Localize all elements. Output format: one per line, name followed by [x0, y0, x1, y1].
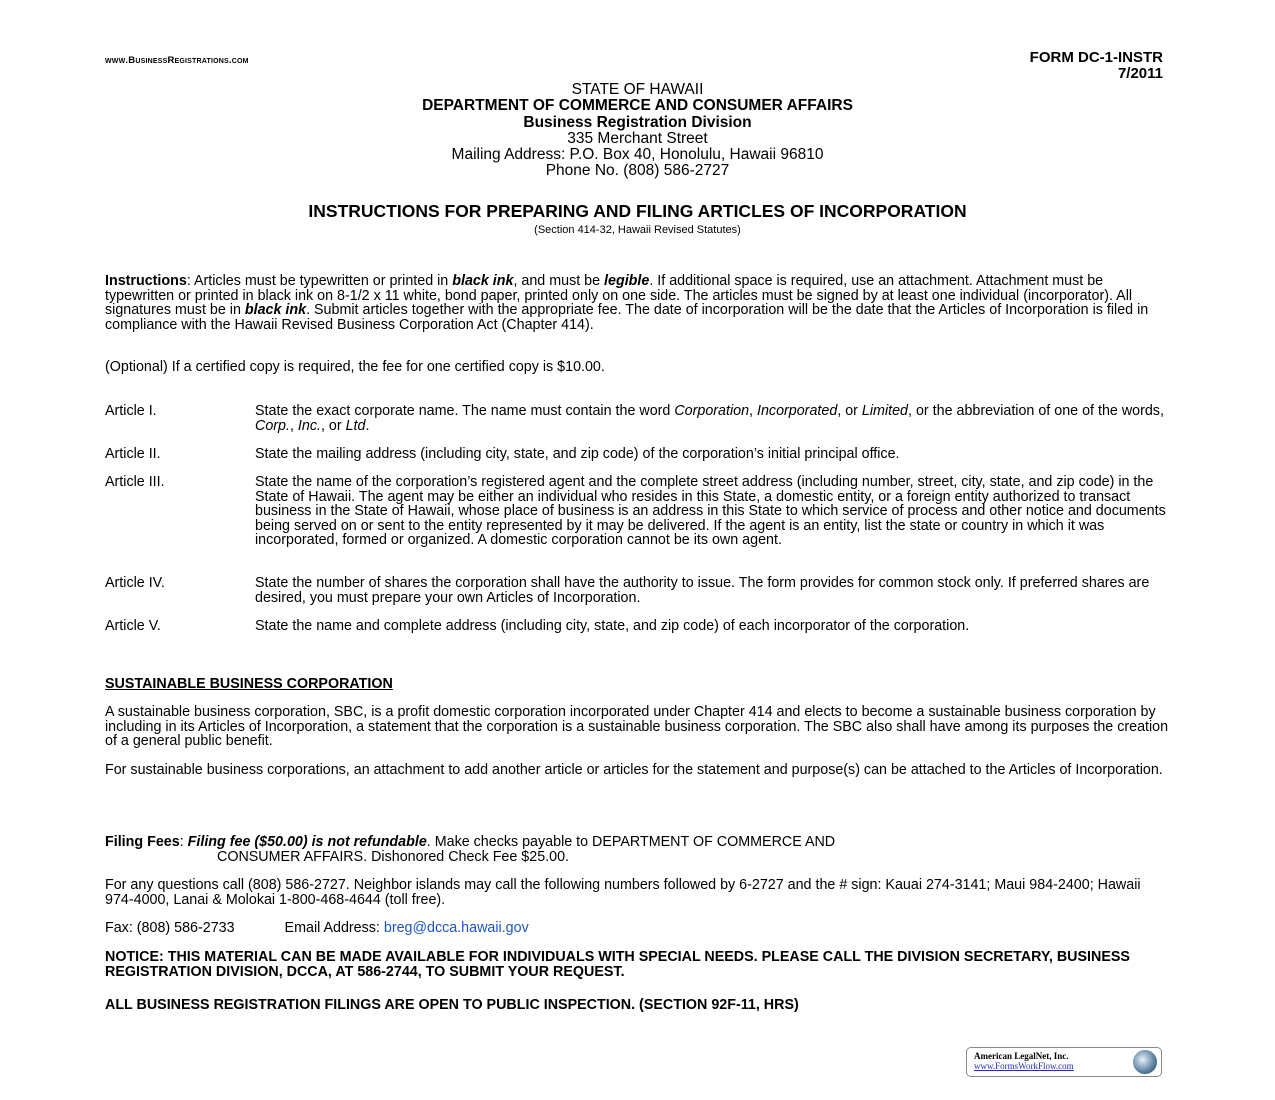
article-text: State the name of the corporation’s registered agent and the complete street address (including number, street, city, state, and zip code) in the State of Hawaii. The agent may be either an individual who resides in this State, a domestic entity, or a foreign entity authorized to transact business in the State of Hawaii, whose place of business is an address in this State to which service of process and other notice and documents being served on or sent to the entity represented by it may be delivered. If the agent is an entity, list the state or country in which it was incorporated, formed or organized. A domestic corporation cannot be its own agent.: [255, 474, 1166, 548]
sbc-heading: SUSTAINABLE BUSINESS CORPORATION: [105, 676, 393, 692]
article-text: [255, 404, 1170, 433]
optional-note: (Optional) If a certified copy is required, the fee for one certified copy is $10.00.: [105, 359, 605, 375]
text-segment: .: [365, 417, 370, 434]
text: . If additional space is required, use an attachment. Attachment must be typewritten or printed in black ink on 8-1/2 x 11 white, bond paper, printed only on one side. The articles must be signed by at least one individual (incorporator). All signatures must be in: [105, 273, 1133, 318]
text-segment: . Make checks payable to DEPARTMENT OF COMMERCE AND: [426, 834, 836, 850]
emphasis: black ink: [244, 302, 307, 318]
fees-label: Filing Fees: [105, 834, 180, 850]
article-4: [105, 576, 1170, 605]
text-segment: Ltd: [345, 417, 366, 434]
text-segment: , or: [320, 417, 346, 434]
text-segment: Limited: [861, 403, 909, 419]
text-segment: ,: [749, 403, 757, 419]
text: , and must be: [513, 273, 605, 289]
phone-number: Phone No. (808) 586-2727: [545, 162, 730, 180]
notice: NOTICE: THIS MATERIAL CAN BE MADE AVAILABLE FOR INDIVIDUALS WITH SPECIAL NEEDS. PLEASE CALL THE DIVISION SECRETARY, BUSINESS REGISTRATION DIVISION, DCCA, AT 586-2744, TO SUBMIT YOUR REQUEST.: [105, 949, 1130, 980]
globe-icon: [1133, 1050, 1157, 1074]
american-legalnet-logo[interactable]: [966, 1047, 1162, 1077]
form-date: 7/2011: [1117, 65, 1163, 82]
agency-header: [0, 82, 1275, 180]
fax-number: Fax: (808) 586-2733: [105, 920, 235, 936]
article-label: Article V.: [105, 618, 161, 634]
emphasis: black ink: [452, 273, 514, 289]
emphasis: legible: [604, 273, 650, 289]
contact-line: [105, 921, 1170, 936]
logo-url[interactable]: www.FormsWorkFlow.com: [974, 1061, 1074, 1071]
form-id: [1030, 50, 1163, 82]
text-segment: Incorporated: [757, 403, 838, 419]
article-5: [105, 619, 1170, 634]
division-name: Business Registration Division: [523, 113, 752, 131]
article-text: State the name and complete address (including city, state, and zip code) of each incorporator of the corporation.: [255, 618, 970, 634]
text-segment: Corporation: [674, 403, 750, 419]
filing-fees: [105, 835, 1170, 864]
article-label: Article III.: [105, 474, 165, 490]
article-text: State the number of shares the corporation shall have the authority to issue. The form provides for common stock only. If preferred shares are desired, you must prepare your own Articles of Incorporation.: [255, 575, 1150, 606]
instructions-label: Instructions: [105, 273, 187, 289]
email-link[interactable]: breg@dcca.hawaii.gov: [383, 920, 529, 936]
text-segment: Corp.: [255, 417, 290, 434]
text-segment: , or the abbreviation of one of the words,: [908, 403, 1164, 419]
text-segment: State the exact corporate name. The name must contain the word: [255, 403, 675, 419]
sbc-paragraph-2: For sustainable business corporations, an attachment to add another article or articles for the statement and purpose(s) can be attached to the Articles of Incorporation.: [105, 762, 1163, 778]
document-title: INSTRUCTIONS FOR PREPARING AND FILING ARTICLES OF INCORPORATION: [308, 201, 967, 221]
text: : Articles must be typewritten or printed in: [186, 273, 453, 289]
text: . Submit articles together with the appropriate fee. The date of incorporation will be the date that the Articles of Incorporation is filed in compliance with the Hawaii Revised Business Corporation Act (Chapter 414).: [105, 302, 1149, 333]
article-1: [105, 404, 1170, 433]
article-2: [105, 447, 1170, 462]
instructions-paragraph: [105, 274, 1170, 332]
email-label: Email Address:: [284, 920, 384, 936]
form-number: FORM DC-1-INSTR: [1029, 49, 1163, 66]
article-label: Article IV.: [105, 575, 165, 591]
state-name: STATE OF HAWAII: [571, 81, 704, 98]
sbc-paragraph-1: A sustainable business corporation, SBC, is a profit domestic corporation incorporated under Chapter 414 and elects to become a sustainable business corporation by including in its Articles of Incorporation, a statement that the corporation is a sustainable business corporation. The SBC also shall have among its purposes the creation of a general public benefit.: [105, 704, 1169, 749]
article-3: [105, 475, 1170, 548]
article-text: State the mailing address (including city, state, and zip code) of the corporation’s initial principal office.: [255, 446, 900, 462]
fee-emphasis: Filing fee ($50.00) is not refundable: [187, 834, 427, 850]
article-label: Article I.: [105, 403, 157, 419]
text-segment: :: [179, 834, 188, 850]
text-segment: , or: [837, 403, 862, 419]
questions-paragraph: For any questions call (808) 586-2727. Neighbor islands may call the following numbers followed by 6-2727 and the # sign: Kauai 274-3141; Maui 984-2400; Hawaii 974-4000, Lanai & Molokai 1-800-468-4644 (toll free).: [105, 877, 1141, 908]
mailing-address: Mailing Address: P.O. Box 40, Honolulu, Hawaii 96810: [451, 146, 824, 164]
street-address: 335 Merchant Street: [567, 129, 708, 147]
article-label: Article II.: [105, 446, 161, 462]
text-segment: Inc.: [297, 417, 321, 434]
site-url[interactable]: www.BusinessRegistrations.com: [105, 55, 249, 66]
public-inspection-notice: ALL BUSINESS REGISTRATION FILINGS ARE OPEN TO PUBLIC INSPECTION. (SECTION 92F-11, HRS): [105, 997, 799, 1013]
document-subtitle: (Section 414-32, Hawaii Revised Statutes): [534, 224, 741, 236]
logo-name: American LegalNet, Inc.: [974, 1051, 1069, 1061]
department-name: DEPARTMENT OF COMMERCE AND CONSUMER AFFAIRS: [422, 97, 853, 115]
fees-continued: CONSUMER AFFAIRS. Dishonored Check Fee $25.00.: [217, 848, 570, 865]
text-segment: ,: [289, 417, 298, 434]
